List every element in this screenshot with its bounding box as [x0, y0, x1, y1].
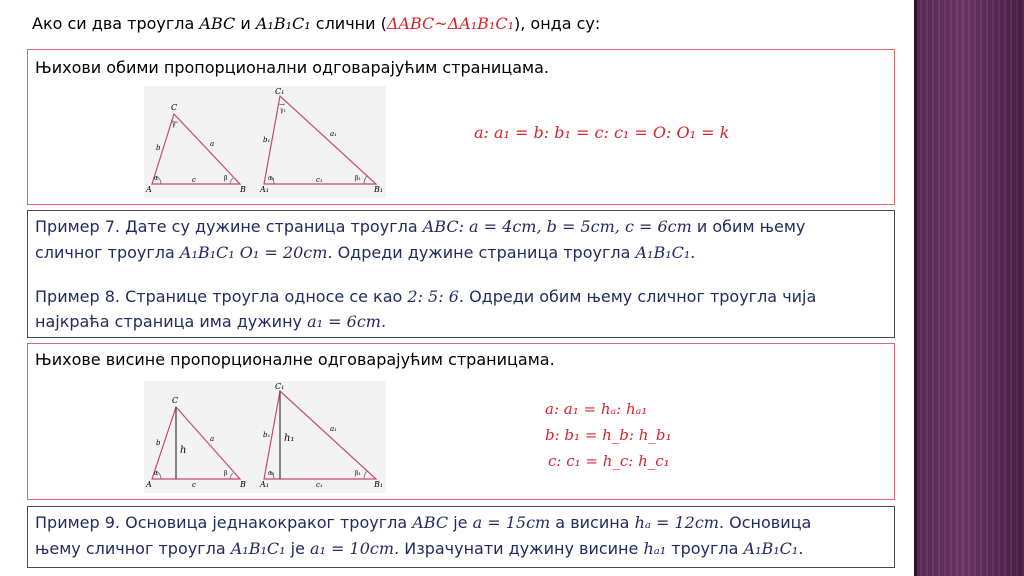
label-beta: β	[224, 175, 228, 182]
label-A1: A₁	[260, 480, 269, 489]
label-beta: β	[224, 470, 228, 477]
similarity-expression: ΔABC~ΔA₁B₁C₁	[386, 14, 514, 33]
ex9-math-3: hₐ = 12cm.	[634, 513, 725, 532]
label-c: c	[192, 176, 196, 184]
sidebar-edge	[914, 0, 917, 576]
label-b1: b₁	[263, 136, 271, 144]
label-alpha1: α₁	[268, 470, 275, 477]
ex9-math-7: A₁B₁C₁.	[743, 539, 804, 558]
example-9-line-2	[35, 539, 803, 558]
label-a1: a₁	[330, 130, 337, 138]
height-ratio-a: a: a₁ = hₐ: hₐ₁	[545, 400, 648, 418]
example-7-line-1	[35, 217, 805, 236]
label-a: a	[210, 435, 215, 443]
label-C1: C₁	[275, 87, 285, 96]
ex9-text-7: Израчунати дужину висине	[404, 539, 639, 558]
decorative-sidebar	[914, 0, 1024, 576]
label-B1: B₁	[374, 480, 384, 489]
example-9-box	[27, 506, 895, 568]
perimeter-ratio-formula: a: a₁ = b: b₁ = c: c₁ = O: O₁ = k	[474, 123, 730, 142]
label-beta1: β₁	[355, 175, 361, 182]
ex7-text-1: Пример 7. Дате су дужине страница троугла	[35, 217, 418, 236]
height-ratio-c: c: c₁ = h_c: h_c₁	[548, 452, 670, 470]
ex7-math-2: A₁B₁C₁ O₁ = 20cm.	[179, 243, 333, 262]
label-B: B	[240, 185, 246, 194]
label-beta1: β₁	[355, 470, 361, 477]
intro-line	[32, 14, 600, 33]
example-9-line-1	[35, 513, 811, 532]
ex8-text-3: најкраћа страница има дужину	[35, 312, 303, 331]
intro-triangle-2: A₁B₁C₁	[255, 14, 311, 33]
ex8-text-2: Одреди обим њему сличног троугла чија	[469, 287, 817, 306]
ex9-text-3: а висина	[555, 513, 630, 532]
similar-triangles-svg	[144, 86, 386, 198]
ex9-text-8: троугла	[671, 539, 739, 558]
label-alpha1: α₁	[268, 175, 275, 182]
label-a1: a₁	[330, 425, 337, 433]
ex9-math-5: a₁ = 10cm.	[310, 539, 400, 558]
ex9-text-5: њему сличног троугла	[35, 539, 226, 558]
label-b: b	[156, 439, 161, 447]
ex9-math-1: ABC	[412, 513, 449, 532]
label-A: A	[146, 480, 152, 489]
label-gamma1: γ₁	[280, 107, 286, 114]
intro-and: и	[240, 14, 251, 33]
label-c1: c₁	[316, 176, 323, 184]
label-c1: c₁	[316, 481, 323, 489]
ex9-text-4: Основица	[729, 513, 812, 532]
ex7-text-3: сличног троугла	[35, 243, 175, 262]
intro-text: Ако си два троугла	[32, 14, 195, 33]
ex7-math-1: ABC: a = 4cm, b = 5cm, c = 6cm	[422, 217, 692, 236]
example-8-line-1	[35, 287, 816, 306]
similar-triangles-heights-svg	[144, 381, 386, 493]
ex7-text-2: и обим њему	[696, 217, 806, 236]
ex9-text-1: Пример 9. Основица једнакокраког троугла	[35, 513, 408, 532]
perimeter-title: Њихови обими пропорционални одговарајућим страницама.	[35, 58, 549, 77]
ex9-math-2: a = 15cm	[472, 513, 551, 532]
label-a: a	[210, 140, 215, 148]
examples-7-8-box	[27, 210, 895, 338]
triangles-figure-1	[144, 86, 386, 198]
example-8-line-2	[35, 312, 386, 331]
label-h1: h₁	[284, 433, 295, 444]
label-B1: B₁	[374, 185, 384, 194]
label-C: C	[171, 103, 178, 112]
ex9-text-6: је	[290, 539, 305, 558]
ex8-math-1: 2: 5: 6.	[407, 287, 464, 306]
heights-box	[27, 343, 895, 500]
label-b1: b₁	[263, 431, 271, 439]
ex9-text-2: је	[453, 513, 468, 532]
ex7-math-3: A₁B₁C₁.	[635, 243, 696, 262]
perimeter-box	[27, 49, 895, 205]
ex8-text-1: Пример 8. Странице троугла односе се као	[35, 287, 403, 306]
intro-similar: слични (	[315, 14, 387, 33]
intro-end: ), онда су:	[514, 14, 601, 33]
label-alpha: α	[154, 175, 159, 182]
heights-title: Њихове висине пропорционалне одговарајућим страницама.	[35, 350, 555, 369]
label-c: c	[192, 481, 196, 489]
ex8-math-2: a₁ = 6cm.	[307, 312, 387, 331]
ex9-math-4: A₁B₁C₁	[230, 539, 286, 558]
label-B: B	[240, 480, 246, 489]
label-A1: A₁	[260, 185, 269, 194]
label-C: C	[172, 396, 179, 405]
label-A: A	[146, 185, 152, 194]
height-ratio-b: b: b₁ = h_b: h_b₁	[545, 426, 672, 444]
ex7-text-4: Одреди дужине страница троугла	[337, 243, 631, 262]
label-C1: C₁	[275, 382, 285, 391]
intro-triangle-1: ABC	[199, 14, 236, 33]
label-alpha: α	[154, 470, 159, 477]
triangles-figure-2	[144, 381, 386, 493]
label-gamma: γ	[172, 121, 176, 128]
label-h: h	[180, 445, 187, 456]
label-b: b	[156, 144, 161, 152]
ex9-math-6: hₐ₁	[643, 539, 667, 558]
example-7-line-2	[35, 243, 695, 262]
